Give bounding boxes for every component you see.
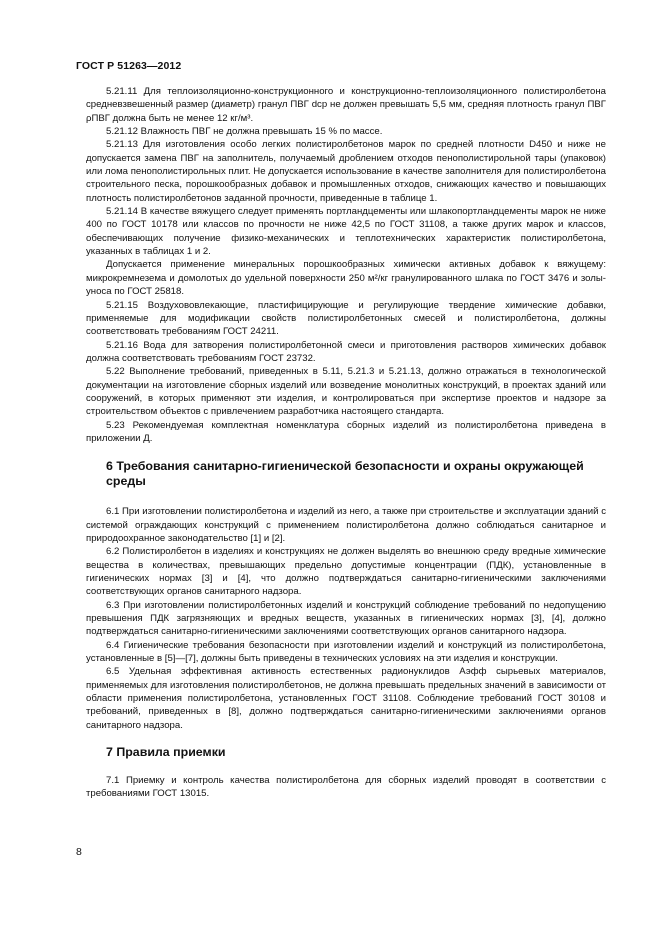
paragraph-5-21-14: 5.21.14 В качестве вяжущего следует применять портландцементы или шлакопортландцементы марок не ниже 400 по ГОСТ 10178 или классов по прочности не ниже 42,5 по ГОСТ 31108, а также других марок и классов, обеспечивающих получение физико-механических и теплотехнических характеристик полистиролбетона, указанных в таблицах 1 и 2. (86, 206, 606, 258)
page-number: 8 (76, 846, 82, 858)
paragraph-6-5: 6.5 Удельная эффективная активность естественных радионуклидов Аэфф сырьевых материалов, применяемых для изготовления полистиролбетонов, не должна превышать предельных значений в зависимости от области применения полистиролбетона, установленных ГОСТ 31108. Соблюдение требований ГОСТ 30108 и требований, приведенных в [8], должно подтверждаться санитарно-гигиеническими заключениями органов санитарного надзора. (86, 666, 606, 731)
paragraph-5-21-11: 5.21.11 Для теплоизоляционно-конструкционного и конструкционно-теплоизоляционного полистиролбетона средневзвешенный размер (диаметр) гранул ПВГ dср не должен превышать 5,5 мм, средняя плотность гранул ПВГ ρПВГ должна быть не менее 12 кг/м³. (86, 86, 606, 124)
paragraph-6-2: 6.2 Полистиролбетон в изделиях и конструкциях не должен выделять во внешнюю среду вредные химические вещества в количествах, превышающих предельно допустимые концентрации (ПДК), установленные в гигиенических нормах [3] и [4], что должно подтверждаться санитарно-гигиеническими заключениями соответствующих органов санитарного надзора. (86, 546, 606, 598)
section-7-heading: 7 Правила приемки (106, 745, 226, 760)
page-body (86, 85, 606, 801)
paragraph-6-1: 6.1 При изготовлении полистиролбетона и изделий из него, а также при строительстве и эксплуатации зданий с системой ограждающих конструкций с применением полистиролбетона должно соблюдаться санитарное и природоохранное законодательство [1] и [2]. (86, 506, 606, 544)
paragraph-6-4: 6.4 Гигиенические требования безопасности при изготовлении изделий и конструкций из полистиролбетона, установленные в [5]—[7], должны быть приведены в технических условиях на эти изделия и конструкции. (86, 639, 606, 665)
paragraph-6-3: 6.3 При изготовлении полистиролбетонных изделий и конструкций соблюдение требований по недопущению превышения ПДК загрязняющих и вредных веществ, указанных в гигиенических нормах [3], [4], должно подтверждаться санитарно-гигиеническими заключениями соответствующих органов санитарного надзора. (86, 599, 606, 638)
paragraph-additives: Допускается применение минеральных порошкообразных химически активных добавок к вяжущему: микрокремнезема и домолотых до удельной поверхности 250 м²/кг гранулированного шлака по ГОСТ 3476 и золы-уноса по ГОСТ 25818. (86, 259, 606, 298)
paragraph-7-1: 7.1 Приемку и контроль качества полистиролбетона для сборных изделий проводят в соответствии с требованиями ГОСТ 13015. (86, 775, 606, 800)
section-6-heading: 6 Требования санитарно-гигиенической безопасности и охраны окружающей среды (106, 459, 584, 489)
paragraph-5-21-15: 5.21.15 Воздухововлекающие, пластифицирующие и регулирующие твердение химические добавки, применяемые для модификации свойств полистиролбетонных смесей и полистиролбетона, должны соответствовать требованиям ГОСТ 24211. (86, 299, 606, 338)
paragraph-5-23: 5.23 Рекомендуемая комплектная номенклатура сборных изделий из полистиролбетона приведена в приложении Д. (86, 419, 606, 444)
paragraph-5-22: 5.22 Выполнение требований, приведенных в 5.11, 5.21.3 и 5.21.13, должно отражаться в технологической документации на изготовление сборных изделий или возведение монолитных конструкций, в проектах зданий или сооружений, в которых применяют эти изделия, и контролироваться при экспертизе проектов и надзоре за строительством объектов с привлечением разработчика настоящего стандарта. (86, 366, 606, 418)
paragraph-5-21-12: 5.21.12 Влажность ПВГ не должна превышать 15 % по массе. (106, 126, 383, 138)
paragraph-5-21-13: 5.21.13 Для изготовления особо легких полистиролбетонов марок по средней плотности D450 и ниже не допускается замена ПВГ на заполнитель, получаемый дроблением отходов пенополистирольной тары (упаковок) или лома пенополистирольных плит. Не допускается использование в качестве заполнителя для полистиролбетона строительного песка, порошкообразных добавок и промышленных отходов, снижающих качество и повышающих плотность полистиролбетонов заданной прочности, приведенные в таблице 1. (86, 139, 606, 204)
document-header: ГОСТ Р 51263—2012 (76, 60, 182, 72)
paragraph-5-21-16: 5.21.16 Вода для затворения полистиролбетонной смеси и приготовления растворов химических добавок должна соответствовать требованиям ГОСТ 23732. (86, 339, 606, 364)
